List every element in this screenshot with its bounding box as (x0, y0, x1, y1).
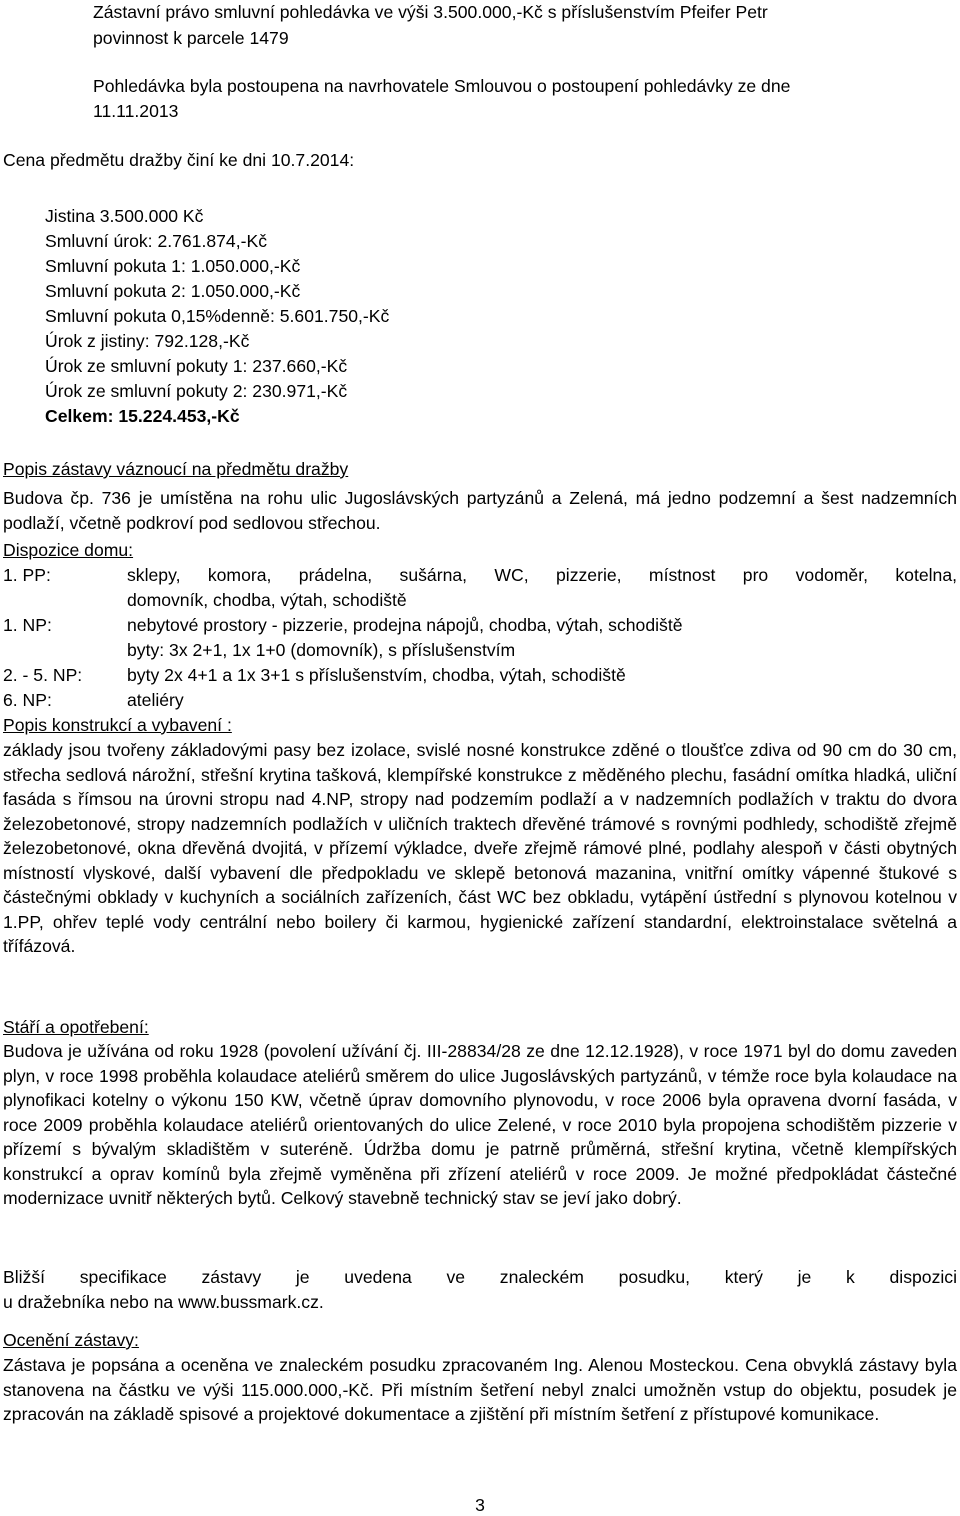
floor-label: 1. PP: (3, 565, 51, 585)
floor-text-continued: byty: 3x 2+1, 1x 1+0 (domovník), s příslušenstvím (127, 640, 516, 660)
price-total: Celkem: 15.224.453,-Kč (45, 406, 240, 426)
price-item: Jistina 3.500.000 Kč (45, 206, 204, 226)
lien-line-2: povinnost k parcele 1479 (93, 28, 289, 48)
floor-text: ateliéry (127, 690, 184, 710)
floor-text: byty 2x 4+1 a 1x 3+1 s příslušenstvím, chodba, výtah, schodiště (127, 665, 626, 685)
valuation-text: Zástava je popsána a oceněna ve znaleckém posudku zpracovaném Ing. Alenou Mosteckou. Cena obvyklá zástavy byla stanovena na částku ve výši 115.000.000,-Kč. Při místním šetření nebyl znalci umožněn vstup do objektu, posudek je zpracován na základě spisové a projektové dokumentace a zjištění při místním šetření z přístupové komunikace. (3, 1355, 957, 1424)
price-item: Úrok z jistiny: 792.128,-Kč (45, 331, 250, 351)
price-item: Smluvní pokuta 2: 1.050.000,-Kč (45, 281, 301, 301)
floor-label: 1. NP: (3, 615, 52, 635)
floor-label: 2. - 5. NP: (3, 665, 83, 685)
page-number: 3 (475, 1495, 485, 1515)
floor-text-continued: domovník, chodba, výtah, schodiště (127, 590, 407, 610)
price-item: Smluvní úrok: 2.761.874,-Kč (45, 231, 267, 251)
lien-line-3: Pohledávka byla postoupena na navrhovatele Smlouvou o postoupení pohledávky ze dne (93, 76, 791, 96)
floor-label: 6. NP: (3, 690, 52, 710)
floor-text: nebytové prostory - pizzerie, prodejna nápojů, chodba, výtah, schodiště (127, 615, 683, 635)
construction-text: základy jsou tvořeny základovými pasy bez izolace, svislé nosné konstrukce zděné o tloušťce zdiva od 90 cm do 30 cm, střecha sedlová nárožní, střešní krytina tašková, klempířské konstrukce z měděného plechu, fasádní omítka hladká, uliční fasáda s římsou na úrovni stropu nad 4.NP, stropy nad podzemím podlaží a v nadzemních podlažích v traktu do dvora železobetonové, stropy nadzemních podlažích v uličních traktech dřevěné trámové s rovnými podhledy, schodiště zřejmě železobetonové, okna dřevěná dvojitá, v přízemí výkladce, dveře zřejmě rámové plné, podlahy alespoň v části obytných místností vlyskové, další vybavení dle předpokladu ve sklepě betonová mazanina, vnitřní omítky vápenné štukové s částečnými obklady v kuchyních a sociálních zařízeních, část WC bez obkladu, vytápění ústřední s plynovou kotelnou v 1.PP, ohřev teplé vody centrální nebo boilery či karmou, hygienické zařízení standardní, elektroinstalace světelná a třífázová. (3, 740, 957, 956)
lien-line-1: Zástavní právo smluvní pohledávka ve výši 3.500.000,-Kč s příslušenstvím Pfeifer Petr (93, 2, 768, 22)
price-item: Smluvní pokuta 1: 1.050.000,-Kč (45, 256, 301, 276)
floor-text: sklepy, komora, prádelna, sušárna, WC, pizzerie, místnost pro vodoměr, kotelna, (127, 565, 957, 585)
price-item: Smluvní pokuta 0,15%denně: 5.601.750,-Kč (45, 306, 390, 326)
spec-line-2: u dražebníka nebo na www.bussmark.cz. (3, 1292, 324, 1312)
price-heading: Cena předmětu dražby činí ke dni 10.7.2014: (3, 150, 355, 170)
age-heading: Stáří a opotřebení: (3, 1017, 149, 1037)
lien-line-4: 11.11.2013 (93, 101, 179, 121)
building-intro: Budova čp. 736 je umístěna na rohu ulic Jugoslávských partyzánů a Zelená, má jedno podzemní a šest nadzemních podlaží, včetně podkroví pod sedlovou střechou. (3, 488, 957, 533)
spec-line-1: Bližší specifikace zástavy je uvedena ve znaleckém posudku, který je k dispozici (3, 1267, 957, 1287)
description-heading: Popis zástavy váznoucí na předmětu dražby (3, 459, 349, 479)
price-item: Úrok ze smluvní pokuty 1: 237.660,-Kč (45, 356, 348, 376)
construction-heading: Popis konstrukcí a vybavení : (3, 715, 232, 735)
valuation-heading: Ocenění zástavy: (3, 1330, 139, 1350)
price-item: Úrok ze smluvní pokuty 2: 230.971,-Kč (45, 381, 348, 401)
age-text: Budova je užívána od roku 1928 (povolení užívání čj. III-28834/28 ze dne 12.12.1928), v roce 1971 byl do domu zaveden plyn, v roce 1998 proběhla kolaudace ateliérů směrem do ulice Jugoslávských partyzánů, v témže roce byla kolaudace na plynofikaci kotelny o výkonu 150 KW, včetně úprav domovního plynovodu, v roce 2006 byla opravena dvorní fasáda, v roce 2009 proběhla kolaudace ateliérů orientovaných do ulice Zelené, v roce 2010 byla propojena schodištěm pizzerie v přízemí s bývalým skladištěm v suteréně. Údržba domu je patrně průměrná, střešní krytina, včetně klempířských konstrukcí a oprav komínů byla zřejmě vyměněna při zřízení ateliérů v roce 2009. Je možné předpokládat částečné modernizace uvnitř některých bytů. Celkový stavebně technický stav se jeví jako dobrý. (3, 1041, 957, 1208)
layout-heading: Dispozice domu: (3, 540, 134, 560)
